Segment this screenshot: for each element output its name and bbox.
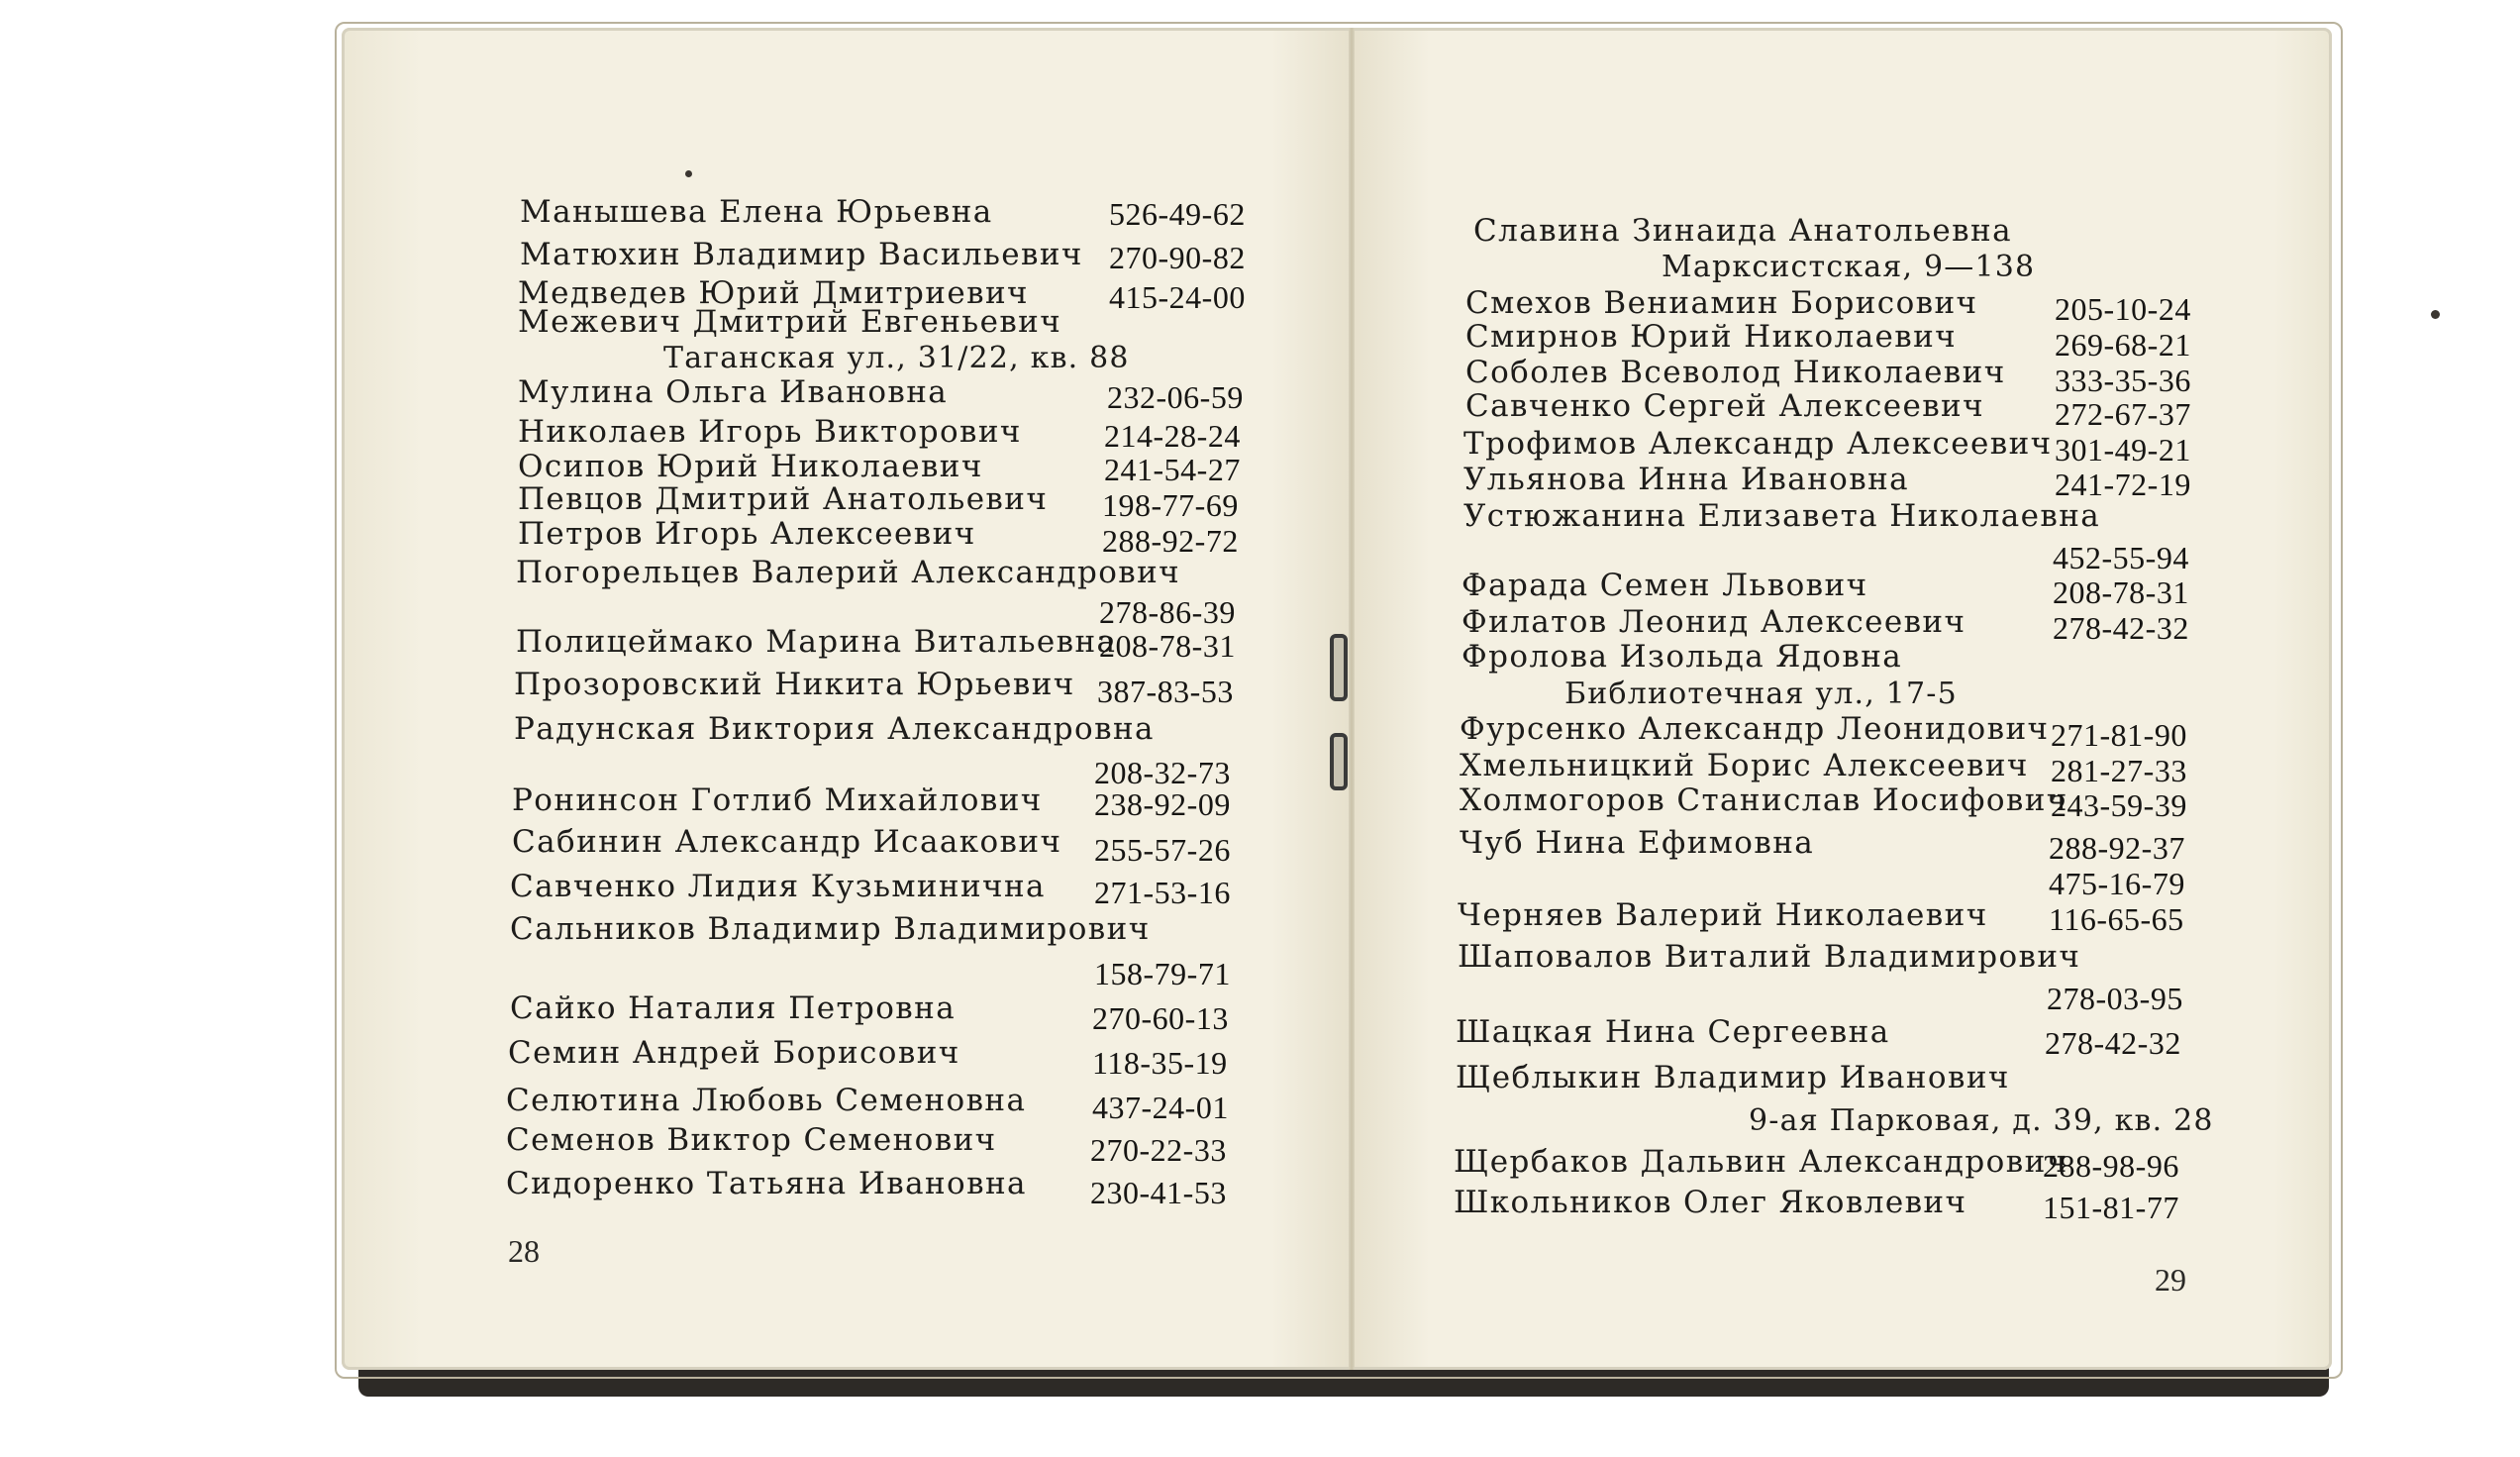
entry-phone: 238-92-09 bbox=[1094, 786, 1231, 822]
ink-speck bbox=[2431, 310, 2440, 319]
entry-name: Смирнов Юрий Николаевич bbox=[1465, 319, 1958, 355]
entry-name: Ронинсон Готлиб Михайлович bbox=[512, 782, 1043, 818]
entry-name: Соболев Всеволод Николаевич bbox=[1465, 355, 2006, 390]
entry-name: Ульянова Инна Ивановна bbox=[1463, 462, 1910, 497]
entry-name: Семенов Виктор Семенович bbox=[506, 1122, 997, 1158]
entry-name: Школьников Олег Яковлевич bbox=[1454, 1185, 1967, 1220]
entry-phone: 230-41-53 bbox=[1090, 1175, 1227, 1210]
entry-phone: 205-10-24 bbox=[2055, 291, 2191, 327]
entry-phone: 281-27-33 bbox=[2051, 753, 2187, 788]
entry-phone: 452-55-94 bbox=[2053, 540, 2189, 575]
entry-address: Марксистская, 9—138 bbox=[1662, 250, 2036, 284]
entry-address: Библиотечная ул., 17-5 bbox=[1564, 676, 1958, 711]
entry-phone: 208-32-73 bbox=[1094, 755, 1231, 790]
entry-name: Полицеймако Марина Витальевна bbox=[516, 624, 1117, 660]
entry-name: Трофимов Александр Алексеевич bbox=[1463, 426, 2053, 462]
entry-name: Смехов Вениамин Борисович bbox=[1465, 285, 1978, 321]
entry-phone: 271-81-90 bbox=[2051, 717, 2187, 753]
entry-phone: 151-81-77 bbox=[2043, 1190, 2179, 1225]
entry-name: Погорельцев Валерий Александрович bbox=[516, 555, 1181, 590]
entry-phone: 232-06-59 bbox=[1107, 379, 1244, 415]
entry-name: Фарада Семен Львович bbox=[1462, 568, 1868, 603]
entry-name: Савченко Сергей Алексеевич bbox=[1465, 388, 1985, 424]
entry-name: Устюжанина Елизавета Николаевна bbox=[1463, 498, 2101, 534]
entry-name: Савченко Лидия Кузьминична bbox=[510, 869, 1046, 904]
entry-name: Фролова Изольда Ядовна bbox=[1462, 639, 1903, 675]
entry-phone: 269-68-21 bbox=[2055, 327, 2191, 363]
entry-name: Радунская Виктория Александровна bbox=[514, 711, 1155, 747]
entry-phone: 278-42-32 bbox=[2045, 1025, 2181, 1061]
entry-name: Черняев Валерий Николаевич bbox=[1458, 897, 1988, 933]
entry-phone: 208-78-31 bbox=[2053, 574, 2189, 610]
entry-name: Чуб Нина Ефимовна bbox=[1460, 825, 1815, 861]
entry-phone: 278-03-95 bbox=[2047, 981, 2183, 1016]
entry-name: Прозоровский Никита Юрьевич bbox=[514, 667, 1075, 702]
entry-name: Сидоренко Татьяна Ивановна bbox=[506, 1166, 1027, 1201]
entry-name: Петров Игорь Алексеевич bbox=[518, 516, 976, 552]
entry-phone: 526-49-62 bbox=[1109, 196, 1246, 232]
entry-address: 9-ая Парковая, д. 39, кв. 28 bbox=[1749, 1103, 2214, 1138]
entry-phone: 270-60-13 bbox=[1092, 1000, 1229, 1036]
entry-phone: 288-92-37 bbox=[2049, 830, 2185, 866]
book-gutter bbox=[1349, 28, 1355, 1370]
entry-name: Фурсенко Александр Леонидович bbox=[1460, 711, 2050, 747]
entry-phone: 255-57-26 bbox=[1094, 832, 1231, 868]
entry-name: Щеблыкин Владимир Иванович bbox=[1456, 1060, 2010, 1095]
entry-name: Хмельницкий Борис Алексеевич bbox=[1460, 748, 2029, 783]
staple-top bbox=[1330, 634, 1348, 701]
entry-name: Межевич Дмитрий Евгеньевич bbox=[518, 304, 1062, 340]
entry-phone-secondary: 475-16-79 bbox=[2049, 866, 2185, 901]
entry-address: Таганская ул., 31/22, кв. 88 bbox=[663, 341, 1130, 375]
ink-speck bbox=[685, 170, 692, 177]
entry-phone: 270-90-82 bbox=[1109, 240, 1246, 275]
entry-phone: 288-92-72 bbox=[1102, 523, 1239, 559]
entry-name: Николаев Игорь Викторович bbox=[518, 414, 1022, 450]
entry-phone: 278-42-32 bbox=[2053, 610, 2189, 646]
entry-phone: 288-98-96 bbox=[2043, 1148, 2179, 1184]
entry-name: Шацкая Нина Сергеевна bbox=[1456, 1014, 1890, 1050]
entry-name: Щербаков Дальвин Александрович bbox=[1454, 1144, 2068, 1180]
entry-phone: 214-28-24 bbox=[1104, 418, 1241, 454]
entry-name: Матюхин Владимир Васильевич bbox=[520, 237, 1083, 272]
entry-name: Славина Зинаида Анатольевна bbox=[1473, 213, 2012, 249]
entry-phone: 387-83-53 bbox=[1097, 674, 1234, 709]
entry-phone: 241-54-27 bbox=[1104, 452, 1241, 487]
entry-name: Певцов Дмитрий Анатольевич bbox=[518, 481, 1049, 517]
entry-phone: 208-78-31 bbox=[1099, 628, 1236, 664]
entry-phone: 278-86-39 bbox=[1099, 594, 1236, 630]
entry-phone: 118-35-19 bbox=[1092, 1045, 1228, 1081]
entry-phone: 415-24-00 bbox=[1109, 279, 1246, 315]
entry-name: Сабинин Александр Исаакович bbox=[512, 824, 1062, 860]
entry-name: Мулина Ольга Ивановна bbox=[518, 374, 949, 410]
entry-phone: 158-79-71 bbox=[1094, 956, 1231, 991]
page-number-right: 29 bbox=[2155, 1262, 2186, 1298]
entry-phone: 301-49-21 bbox=[2055, 432, 2191, 468]
entry-name: Манышева Елена Юрьевна bbox=[520, 194, 993, 230]
entry-phone: 243-59-39 bbox=[2051, 787, 2187, 823]
staple-bottom bbox=[1330, 733, 1348, 790]
entry-phone: 333-35-36 bbox=[2055, 363, 2191, 398]
entry-phone: 270-22-33 bbox=[1090, 1132, 1227, 1168]
entry-phone: 241-72-19 bbox=[2055, 467, 2191, 502]
entry-name: Холмогоров Станислав Иосифович bbox=[1460, 782, 2068, 818]
entry-phone: 198-77-69 bbox=[1102, 487, 1239, 523]
entry-phone: 272-67-37 bbox=[2055, 396, 2191, 432]
entry-phone: 116-65-65 bbox=[2049, 901, 2184, 937]
entry-name: Медведев Юрий Дмитриевич bbox=[518, 275, 1029, 311]
entry-name: Сайко Наталия Петровна bbox=[510, 990, 957, 1026]
entry-name: Осипов Юрий Николаевич bbox=[518, 449, 983, 484]
page-number-left: 28 bbox=[508, 1233, 540, 1269]
entry-name: Селютина Любовь Семеновна bbox=[506, 1083, 1027, 1118]
entry-phone: 271-53-16 bbox=[1094, 875, 1231, 910]
entry-name: Филатов Леонид Алексеевич bbox=[1462, 604, 1966, 640]
entry-name: Семин Андрей Борисович bbox=[508, 1035, 960, 1071]
entry-phone: 437-24-01 bbox=[1092, 1090, 1229, 1125]
entry-name: Сальников Владимир Владимирович bbox=[510, 911, 1151, 947]
entry-name: Шаповалов Виталий Владимирович bbox=[1458, 939, 2081, 975]
